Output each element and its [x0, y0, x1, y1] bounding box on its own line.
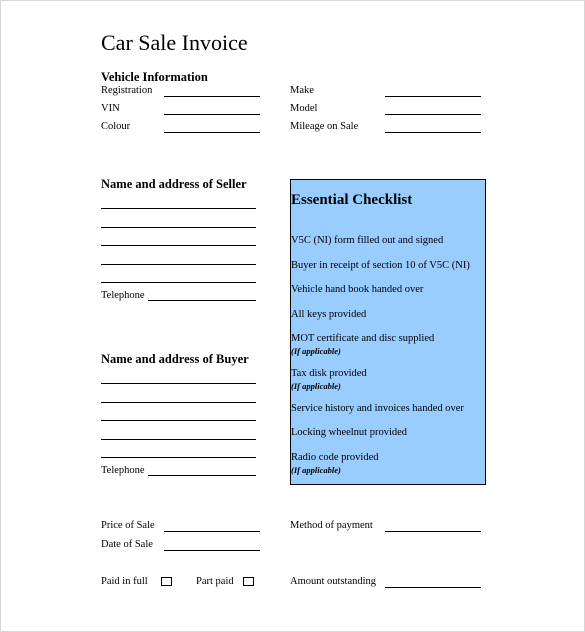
registration-field[interactable] — [164, 96, 260, 97]
seller-address-line[interactable] — [101, 282, 256, 283]
checklist-item-note: (If applicable) — [291, 346, 341, 356]
buyer-address-line[interactable] — [101, 439, 256, 440]
checklist-item-note: (If applicable) — [291, 381, 341, 391]
payment-method-field[interactable] — [385, 531, 481, 532]
mileage-field[interactable] — [385, 132, 481, 133]
buyer-heading: Name and address of Buyer — [101, 352, 249, 366]
checklist-item-note: (If applicable) — [291, 465, 341, 475]
checklist-item: Service history and invoices handed over — [291, 403, 464, 414]
checklist-title: Essential Checklist — [291, 192, 413, 208]
date-label: Date of Sale — [101, 539, 153, 550]
seller-address-line[interactable] — [101, 264, 256, 265]
seller-heading: Name and address of Seller — [101, 177, 247, 191]
vin-field[interactable] — [164, 114, 260, 115]
colour-label: Colour — [101, 121, 131, 132]
checklist-item: Tax disk provided — [291, 368, 367, 379]
checklist-item: Buyer in receipt of section 10 of V5C (NI) — [291, 260, 470, 271]
buyer-telephone-label: Telephone — [101, 465, 145, 476]
mileage-label: Mileage on Sale — [290, 121, 359, 132]
checklist-item: All keys provided — [291, 309, 367, 320]
seller-address-line[interactable] — [101, 208, 256, 209]
buyer-address-line[interactable] — [101, 420, 256, 421]
vehicle-heading: Vehicle Information — [101, 70, 208, 84]
part-paid-label: Part paid — [196, 576, 234, 587]
make-label: Make — [290, 85, 314, 96]
payment-method-label: Method of payment — [290, 520, 373, 531]
colour-field[interactable] — [164, 132, 260, 133]
checklist-item: Locking wheelnut provided — [291, 427, 408, 438]
page-title: Car Sale Invoice — [101, 30, 248, 55]
date-field[interactable] — [164, 550, 260, 551]
part-paid-checkbox[interactable] — [243, 577, 254, 586]
registration-label: Registration — [101, 85, 153, 96]
paid-in-full-label: Paid in full — [101, 576, 148, 587]
make-field[interactable] — [385, 96, 481, 97]
checklist-item: V5C (NI) form filled out and signed — [291, 235, 444, 246]
checklist-item: MOT certificate and disc supplied — [291, 333, 435, 344]
amount-outstanding-label: Amount outstanding — [290, 576, 377, 587]
price-label: Price of Sale — [101, 520, 155, 531]
buyer-address-line[interactable] — [101, 402, 256, 403]
seller-telephone-label: Telephone — [101, 290, 145, 301]
price-field[interactable] — [164, 531, 260, 532]
checklist-item: Radio code provided — [291, 452, 379, 463]
essential-checklist — [290, 179, 486, 485]
buyer-address-line[interactable] — [101, 457, 256, 458]
seller-address-line[interactable] — [101, 245, 256, 246]
seller-address-line[interactable] — [101, 227, 256, 228]
buyer-telephone-field[interactable] — [148, 475, 256, 476]
model-field[interactable] — [385, 114, 481, 115]
model-label: Model — [290, 103, 318, 114]
buyer-address-line[interactable] — [101, 383, 256, 384]
seller-telephone-field[interactable] — [148, 300, 256, 301]
checklist-item: Vehicle hand book handed over — [291, 284, 424, 295]
paid-in-full-checkbox[interactable] — [161, 577, 172, 586]
vin-label: VIN — [101, 103, 120, 114]
amount-outstanding-field[interactable] — [385, 587, 481, 588]
